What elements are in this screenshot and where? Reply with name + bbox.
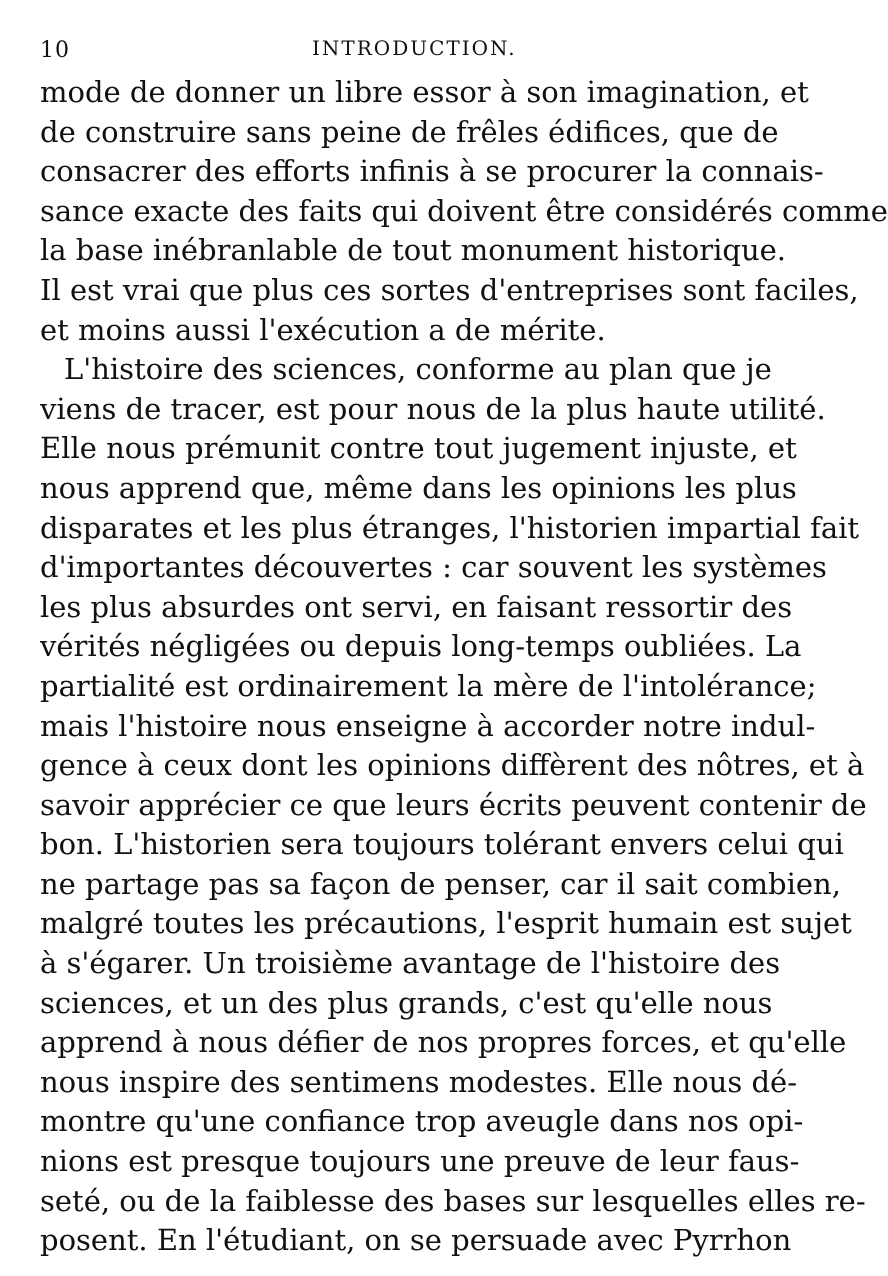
text-line: posent. En l'étudiant, on se persuade avec Pyrrhon	[40, 1223, 792, 1258]
text-line: Il est vrai que plus ces sortes d'entreprises sont faciles,	[40, 272, 859, 307]
text-line: consacrer des efforts infinis à se procurer la connais-	[40, 154, 824, 189]
text-line: de construire sans peine de frêles édifices, que de	[40, 114, 779, 149]
text-line: vérités négligées ou depuis long-temps oubliées. La	[40, 629, 802, 664]
text-line: ne partage pas sa façon de penser, car il sait combien,	[40, 866, 841, 901]
text-line: nous inspire des sentimens modestes. Elle nous dé-	[40, 1064, 797, 1099]
text-line: Elle nous prémunit contre tout jugement injuste, et	[40, 431, 797, 466]
text-line: apprend à nous défier de nos propres forces, et qu'elle	[40, 1025, 847, 1060]
text-line: sciences, et un des plus grands, c'est qu'elle nous	[40, 985, 773, 1020]
running-head	[40, 28, 760, 68]
text-line: mais l'histoire nous enseigne à accorder notre indul-	[40, 708, 816, 743]
text-line: savoir apprécier ce que leurs écrits peuvent contenir de	[40, 787, 867, 822]
text-line: malgré toutes les précautions, l'esprit humain est sujet	[40, 906, 852, 941]
text-line: bon. L'historien sera toujours tolérant envers celui qui	[40, 827, 844, 862]
text-line: les plus absurdes ont servi, en faisant ressortir des	[40, 589, 793, 624]
text-line: disparates et les plus étranges, l'historien impartial fait	[40, 510, 860, 545]
text-line: gence à ceux dont les opinions diffèrent des nôtres, et à	[40, 748, 865, 783]
text-line: seté, ou de la faiblesse des bases sur lesquelles elles re-	[40, 1183, 866, 1218]
text-line: à s'égarer. Un troisième avantage de l'histoire des	[40, 946, 781, 981]
text-line: sance exacte des faits qui doivent être considérés comme	[40, 193, 888, 228]
text-line: mode de donner un libre essor à son imagination, et	[40, 75, 809, 109]
text-line: d'importantes découvertes : car souvent les systèmes	[40, 550, 827, 585]
text-line: nous apprend que, même dans les opinions les plus	[40, 470, 797, 505]
page-number: 10	[40, 38, 70, 63]
running-title: INTRODUCTION.	[312, 36, 517, 60]
text-line: et moins aussi l'exécution a de mérite.	[40, 312, 606, 347]
paragraph-first-line: L'histoire des sciences, conforme au plan que je	[64, 352, 772, 387]
text-line: la base inébranlable de tout monument historique.	[40, 233, 787, 268]
text-line: partialité est ordinairement la mère de l'intolérance;	[40, 668, 817, 703]
body-text	[40, 73, 888, 1261]
text-line: nions est presque toujours une preuve de leur faus-	[40, 1144, 800, 1179]
text-line: montre qu'une confiance trop aveugle dans nos opi-	[40, 1104, 804, 1139]
text-line: viens de tracer, est pour nous de la plus haute utilité.	[40, 391, 826, 426]
